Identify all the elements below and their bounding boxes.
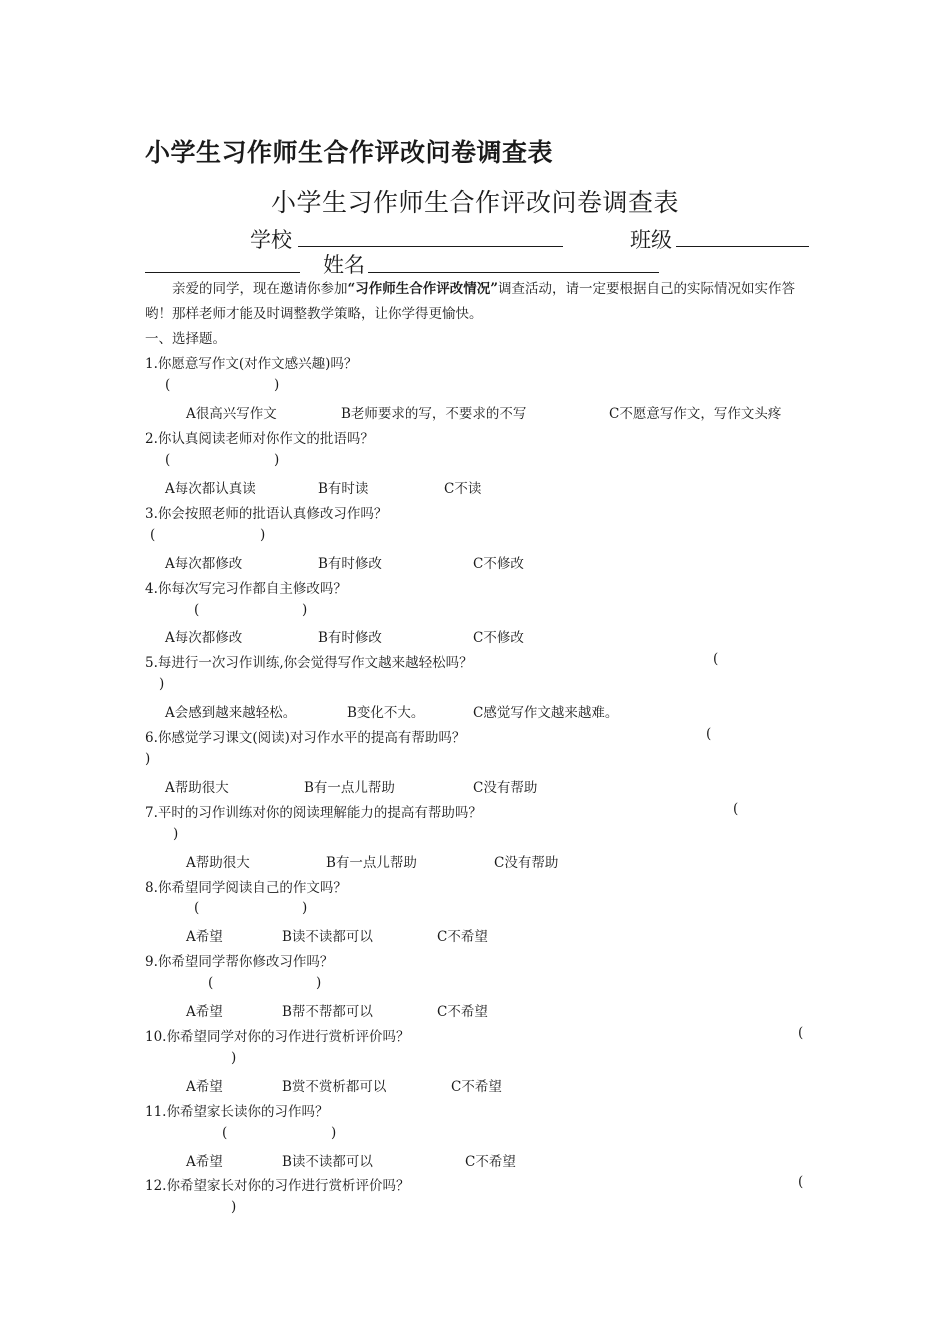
answer-paren-close: ) bbox=[145, 751, 151, 767]
page-title: 小学生习作师生合作评改问卷调查表 bbox=[270, 188, 679, 217]
question-text: 9.你希望同学帮你修改习作吗？ bbox=[145, 954, 334, 970]
option-b: B有时修改 bbox=[318, 630, 382, 646]
option-a: A每次都修改 bbox=[165, 630, 243, 646]
option-c: C不希望 bbox=[437, 929, 488, 945]
question-text: 11.你希望家长读你的习作吗？ bbox=[145, 1104, 329, 1120]
option-a: A每次都修改 bbox=[165, 556, 243, 572]
option-c: C不修改 bbox=[473, 556, 524, 572]
option-a: A希望 bbox=[186, 1079, 223, 1095]
question-text: 7.平时的习作训练对你的阅读理解能力的提高有帮助吗？ bbox=[145, 805, 482, 821]
answer-paren-close: ) bbox=[231, 1050, 237, 1066]
question-text: 3.你会按照老师的批语认真修改习作吗？ bbox=[145, 506, 388, 522]
option-b: B有时读 bbox=[318, 481, 369, 497]
option-b: B变化不大。 bbox=[347, 705, 425, 721]
name-field[interactable] bbox=[368, 272, 659, 273]
name-label: 姓名 bbox=[323, 253, 365, 277]
answer-paren-open: ( bbox=[150, 527, 156, 543]
section-title: 一、选择题。 bbox=[145, 331, 226, 347]
option-a: A每次都认真读 bbox=[165, 481, 256, 497]
answer-paren-close: ) bbox=[274, 452, 280, 468]
answer-paren-close: ) bbox=[316, 975, 322, 991]
option-a: A帮助很大 bbox=[165, 780, 229, 796]
answer-paren-open: ( bbox=[222, 1125, 228, 1141]
class-field[interactable] bbox=[676, 246, 809, 247]
option-b: B读不读都可以 bbox=[282, 1154, 373, 1170]
answer-paren-open: ( bbox=[706, 726, 712, 742]
answer-paren-open: ( bbox=[798, 1174, 804, 1190]
answer-paren-close: ) bbox=[231, 1199, 237, 1215]
option-b: B老师要求的写，不要求的不写 bbox=[341, 406, 527, 422]
question-text: 8.你希望同学阅读自己的作文吗？ bbox=[145, 880, 347, 896]
answer-paren-close: ) bbox=[302, 900, 308, 916]
question-text: 2.你认真阅读老师对你作文的批语吗？ bbox=[145, 431, 374, 447]
option-a: A帮助很大 bbox=[186, 855, 250, 871]
intro-paragraph: 亲爱的同学，现在邀请你参加“习作师生合作评改情况”调查活动，请一定要根据自己的实际情况如实作答哟！那样老师才能及时调整教学策略，让你学得更愉快。 bbox=[145, 281, 796, 322]
option-c: C不希望 bbox=[437, 1004, 488, 1020]
answer-paren-open: ( bbox=[798, 1025, 804, 1041]
option-a: A会感到越来越轻松。 bbox=[165, 705, 297, 721]
option-a: A希望 bbox=[186, 929, 223, 945]
answer-paren-close: ) bbox=[274, 377, 280, 393]
class-field-continued[interactable] bbox=[145, 272, 300, 273]
answer-paren-open: ( bbox=[194, 900, 200, 916]
answer-paren-open: ( bbox=[165, 452, 171, 468]
option-b: B有一点儿帮助 bbox=[326, 855, 417, 871]
answer-paren-open: ( bbox=[208, 975, 214, 991]
option-b: B帮不帮都可以 bbox=[282, 1004, 373, 1020]
option-c: C没有帮助 bbox=[494, 855, 559, 871]
school-label: 学校 bbox=[250, 228, 292, 252]
option-c: C不修改 bbox=[473, 630, 524, 646]
question-text: 5.每进行一次习作训练,你会觉得写作文越来越轻松吗？ bbox=[145, 655, 473, 671]
question-text: 4.你每次写完习作都自主修改吗？ bbox=[145, 581, 347, 597]
answer-paren-close: ) bbox=[302, 602, 308, 618]
option-b: B赏不赏析都可以 bbox=[282, 1079, 387, 1095]
option-a: A希望 bbox=[186, 1154, 223, 1170]
answer-paren-close: ) bbox=[159, 676, 165, 692]
option-c: C不希望 bbox=[451, 1079, 502, 1095]
answer-paren-close: ) bbox=[260, 527, 266, 543]
option-b: B读不读都可以 bbox=[282, 929, 373, 945]
answer-paren-close: ) bbox=[331, 1125, 337, 1141]
option-a: A希望 bbox=[186, 1004, 223, 1020]
option-c: C不希望 bbox=[465, 1154, 516, 1170]
answer-paren-open: ( bbox=[165, 377, 171, 393]
answer-paren-open: ( bbox=[194, 602, 200, 618]
option-c: C不愿意写作文，写作文头疼 bbox=[609, 406, 782, 422]
answer-paren-open: ( bbox=[733, 801, 739, 817]
option-b: B有一点儿帮助 bbox=[304, 780, 395, 796]
school-field[interactable] bbox=[298, 246, 563, 247]
option-c: C没有帮助 bbox=[473, 780, 538, 796]
option-b: B有时修改 bbox=[318, 556, 382, 572]
option-a: A很高兴写作文 bbox=[186, 406, 277, 422]
option-c: C感觉写作文越来越难。 bbox=[473, 705, 619, 721]
answer-paren-close: ) bbox=[173, 826, 179, 842]
document-title: 小学生习作师生合作评改问卷调查表 bbox=[145, 138, 554, 167]
question-text: 6.你感觉学习课文(阅读)对习作水平的提高有帮助吗？ bbox=[145, 730, 466, 746]
class-label: 班级 bbox=[630, 228, 672, 252]
question-text: 1.你愿意写作文(对作文感兴趣)吗？ bbox=[145, 356, 358, 372]
question-text: 10.你希望同学对你的习作进行赏析评价吗？ bbox=[145, 1029, 410, 1045]
answer-paren-open: ( bbox=[713, 651, 719, 667]
question-text: 12.你希望家长对你的习作进行赏析评价吗？ bbox=[145, 1178, 410, 1194]
option-c: C不读 bbox=[444, 481, 482, 497]
